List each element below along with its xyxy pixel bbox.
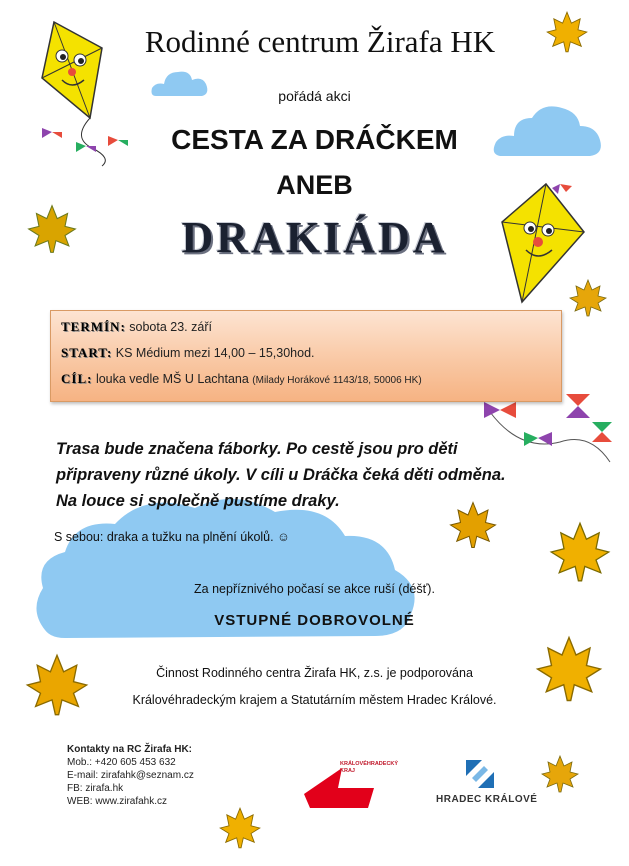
finish-address: (Milady Horákové 1143/18, 50006 HK) <box>252 375 422 386</box>
maple-leaf-icon <box>548 520 612 584</box>
contacts-heading: Kontakty na RC Žirafa HK: <box>67 744 193 755</box>
hradec-kralove-logo-text: HRADEC KRÁLOVÉ <box>436 794 538 805</box>
event-description <box>56 436 536 514</box>
maple-leaf-icon <box>568 278 608 318</box>
organizer-title: Rodinné centrum Žirafa HK <box>144 24 496 59</box>
term-row <box>61 319 212 335</box>
term-value: sobota 23. září <box>129 320 212 334</box>
bring-note: S sebou: draka a tužku na plnění úkolů. ☺ <box>54 530 290 544</box>
event-title-line2: ANEB <box>276 170 353 200</box>
intro-text: pořádá akci <box>278 88 351 104</box>
contact-phone: Mob.: +420 605 453 632 <box>67 757 176 768</box>
kraj-logo-line: KRAJ <box>340 768 355 774</box>
support-note <box>0 660 629 714</box>
description-line: Trasa bude značena fáborky. Po cestě jsou pro děti <box>56 440 458 458</box>
finish-value: louka vedle MŠ U Lachtana <box>95 372 249 386</box>
start-row <box>61 345 315 361</box>
term-label: TERMÍN: <box>61 319 126 334</box>
start-label: START: <box>61 345 113 360</box>
contact-facebook: FB: zirafa.hk <box>67 783 124 794</box>
start-value: KS Médium mezi 14,00 – 15,30hod. <box>115 346 315 360</box>
finish-label: CÍL: <box>61 371 93 386</box>
event-title-line1: CESTA ZA DRÁČKEM <box>171 124 458 155</box>
description-line: připraveny různé úkoly. V cíli u Dráčka čeká děti odměna. <box>56 466 506 484</box>
contacts-block <box>67 743 194 808</box>
contact-web: WEB: www.zirafahk.cz <box>67 796 168 807</box>
maple-leaf-icon <box>545 10 589 54</box>
contact-email: E-mail: zirafahk@seznam.cz <box>67 770 194 781</box>
finish-row <box>61 371 422 387</box>
description-line: Na louce si společně pustíme draky. <box>56 492 340 510</box>
support-line: Královéhradeckým krajem a Statutárním městem Hradec Králové. <box>132 693 497 707</box>
support-line: Činnost Rodinného centra Žirafa HK, z.s. je podporována <box>156 666 473 680</box>
weather-note: Za nepříznivého počasí se akce ruší (déšť). <box>194 582 435 596</box>
hradec-kralove-logo-icon <box>464 758 496 790</box>
entry-fee: VSTUPNÉ DOBROVOLNÉ <box>214 612 415 629</box>
kraj-logo-text <box>340 761 398 775</box>
event-info-box <box>50 310 562 402</box>
maple-leaf-icon <box>540 754 580 794</box>
event-title-main: DRAKIÁDA <box>181 213 448 262</box>
maple-leaf-icon <box>218 806 262 850</box>
kraj-logo-line: KRÁLOVÉHRADECKÝ <box>340 761 399 767</box>
